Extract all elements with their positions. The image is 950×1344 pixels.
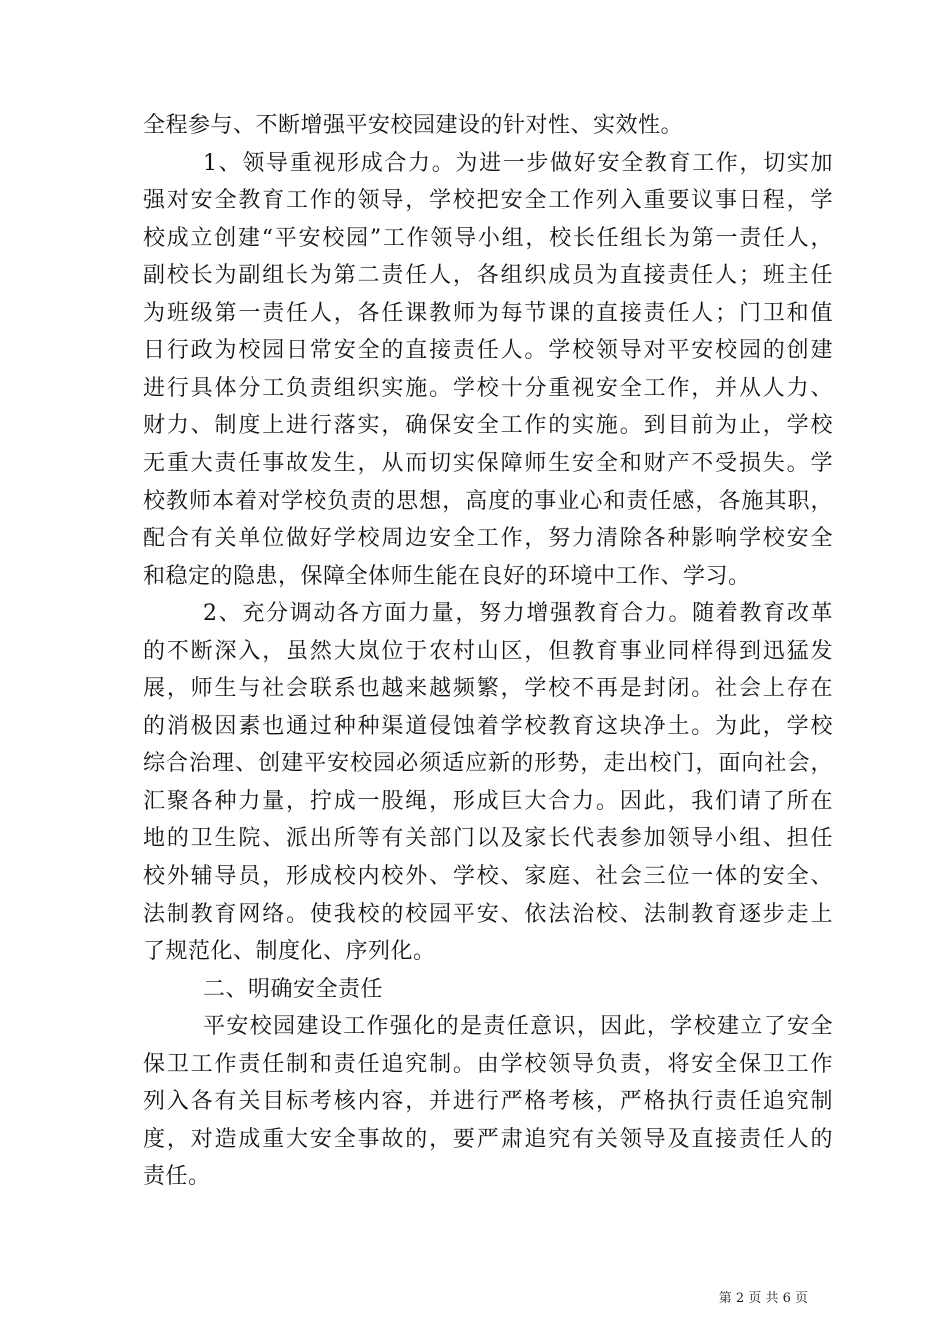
text-line: 保卫工作责任制和责任追究制。由学校领导负责，将安全保卫工作 bbox=[143, 1051, 833, 1077]
text-line: 责任。 bbox=[143, 1164, 211, 1190]
text-line: 财力、制度上进行落实，确保安全工作的实施。到目前为止，学校 bbox=[143, 413, 833, 439]
text-line: 的消极因素也通过种种渠道侵蚀着学校教育这块净土。为此，学校 bbox=[143, 713, 833, 739]
text-line: 配合有关单位做好学校周边安全工作，努力清除各种影响学校安全 bbox=[143, 526, 833, 552]
text-line: 全程参与、不断增强平安校园建设的针对性、实效性。 bbox=[143, 113, 684, 138]
text-line: 1、领导重视形成合力。为进一步做好安全教育工作，切实加 bbox=[203, 150, 833, 176]
text-line: 法制教育网络。使我校的校园平安、依法治校、法制教育逐步走上 bbox=[143, 901, 833, 927]
text-line: 校成立创建“平安校园”工作领导小组，校长任组长为第一责任人， bbox=[143, 225, 833, 251]
page-number: 第 2 页 共 6 页 bbox=[718, 1291, 808, 1306]
text-line: 和稳定的隐患，保障全体师生能在良好的环境中工作、学习。 bbox=[143, 563, 751, 589]
text-line: 为班级第一责任人，各任课教师为每节课的直接责任人；门卫和值 bbox=[143, 300, 833, 326]
text-line: 校教师本着对学校负责的思想，高度的事业心和责任感，各施其职， bbox=[143, 488, 833, 514]
text-line: 的不断深入，虽然大岚位于农村山区，但教育事业同样得到迅猛发 bbox=[143, 638, 833, 664]
text-line: 平安校园建设工作强化的是责任意识，因此，学校建立了安全 bbox=[203, 1014, 833, 1040]
text-line: 无重大责任事故发生，从而切实保障师生安全和财产不受损失。学 bbox=[143, 450, 833, 476]
text-line: 副校长为副组长为第二责任人，各组织成员为直接责任人；班主任 bbox=[143, 263, 833, 289]
text-line: 2、充分调动各方面力量，努力增强教育合力。随着教育改革 bbox=[203, 601, 833, 627]
text-line: 展，师生与社会联系也越来越频繁，学校不再是封闭。社会上存在 bbox=[143, 676, 833, 702]
text-line: 校外辅导员，形成校内校外、学校、家庭、社会三位一体的安全、 bbox=[143, 864, 833, 889]
text-line: 了规范化、制度化、序列化。 bbox=[143, 939, 436, 965]
text-line: 进行具体分工负责组织实施。学校十分重视安全工作，并从人力、 bbox=[143, 375, 833, 401]
text-line: 日行政为校园日常安全的直接责任人。学校领导对平安校园的创建 bbox=[143, 338, 833, 364]
text-line: 地的卫生院、派出所等有关部门以及家长代表参加领导小组、担任 bbox=[143, 826, 833, 852]
text-line: 列入各有关目标考核内容，并进行严格考核，严格执行责任追究制 bbox=[143, 1089, 833, 1115]
text-line: 二、明确安全责任 bbox=[203, 976, 384, 1002]
text-line: 综合治理、创建平安校园必须适应新的形势，走出校门，面向社会， bbox=[143, 751, 833, 777]
text-line: 汇聚各种力量，拧成一股绳，形成巨大合力。因此，我们请了所在 bbox=[143, 788, 833, 814]
text-line: 度，对造成重大安全事故的，要严肃追究有关领导及直接责任人的 bbox=[143, 1126, 833, 1152]
text-line: 强对安全教育工作的领导，学校把安全工作列入重要议事日程，学 bbox=[143, 188, 833, 214]
